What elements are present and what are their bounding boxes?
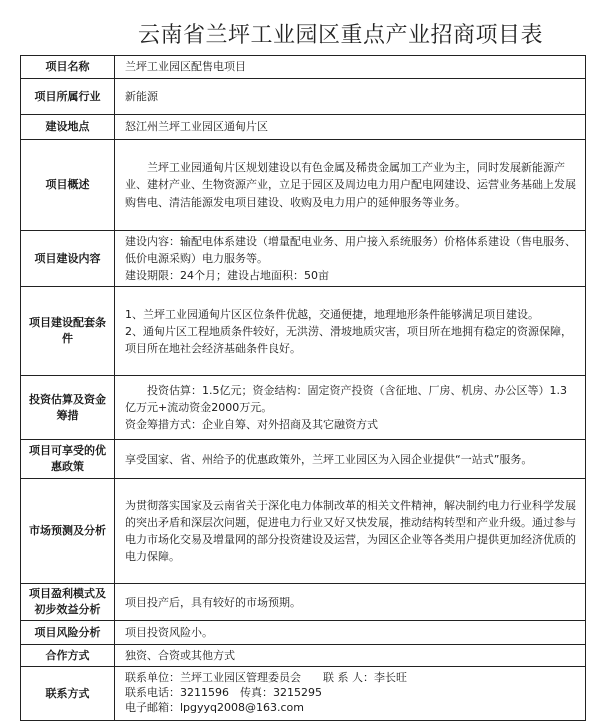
label-construction-content: 项目建设内容 [21, 231, 115, 287]
table-row [21, 645, 586, 667]
table-row [21, 56, 586, 79]
table-row [21, 231, 586, 287]
value-profit-model: 项目投产后，具有较好的市场预期。 [115, 584, 586, 621]
value-project-name: 兰坪工业园区配售电项目 [115, 56, 586, 79]
table-row [21, 140, 586, 231]
value-investment [115, 376, 586, 440]
value-construction-content [115, 231, 586, 287]
table-row [21, 115, 586, 140]
value-market-analysis: 为贯彻落实国家及云南省关于深化电力体制改革的相关文件精神，解决制约电力行业科学发展的突出矛盾和深层次问题，促进电力行业又好又快发展，推动结构转型和产业升级。通过参与电力市场化交易及增量网的部分投资建设及运营，为园区企业等各类用户提供更加经济优质的电力保障。 [115, 479, 586, 584]
value-contact [115, 667, 586, 721]
table-row [21, 584, 586, 621]
condition-item-1: 1、兰坪工业园通甸片区区位条件优越，交通便捷，地理地形条件能够满足项目建设。 [125, 307, 539, 321]
table-row [21, 667, 586, 721]
label-location: 建设地点 [21, 115, 115, 140]
table-row [21, 479, 586, 584]
label-contact: 联系方式 [21, 667, 115, 721]
label-industry: 项目所属行业 [21, 79, 115, 115]
contact-phone-line: 联系电话：3211596 传真：3215295 [125, 686, 322, 700]
value-preferential-policy: 享受国家、省、州给予的优惠政策外，兰坪工业园区为入园企业提供“一站式”服务。 [115, 440, 586, 479]
financing-method-line: 资金筹措方式：企业自筹、对外招商及其它融资方式 [125, 418, 378, 432]
label-preferential-policy: 项目可享受的优惠政策 [21, 440, 115, 479]
value-industry: 新能源 [115, 79, 586, 115]
label-supporting-conditions: 项目建设配套条件 [21, 287, 115, 376]
value-cooperation: 独资、合资或其他方式 [115, 645, 586, 667]
label-market-analysis: 市场预测及分析 [21, 479, 115, 584]
table-row [21, 440, 586, 479]
label-investment: 投资估算及资金筹措 [21, 376, 115, 440]
value-location: 怒江州兰坪工业园区通甸片区 [115, 115, 586, 140]
project-info-table [20, 55, 586, 721]
construction-content-line: 建设内容：输配电体系建设（增量配电业务、用户接入系统服务）价格体系建设（售电服务、低价电源采购）电力服务等。 [125, 235, 576, 266]
condition-item-2: 2、通甸片区工程地质条件较好，无洪涝、滑坡地质灾害，项目所在地拥有稳定的资源保障，项目所在地社会经济基础条件良好。 [125, 324, 572, 355]
label-risk-analysis: 项目风险分析 [21, 621, 115, 645]
contact-email-line: 电子邮箱：lpgyyq2008@163.com [125, 700, 305, 714]
investment-estimate-line: 投资估算：1.5亿元；资金结构：固定资产投资（含征地、厂房、机房、办公区等）1.3亿万元+流动资金2000万元。 [125, 384, 567, 415]
construction-period-line: 建设期限：24个月；建设占地面积：50亩 [125, 269, 329, 283]
label-project-name: 项目名称 [21, 56, 115, 79]
value-overview: 兰坪工业园通甸片区规划建设以有色金属及稀贵金属加工产业为主，同时发展新能源产业、建材产业、生物资源产业，立足于园区及周边电力用户配电网建设、运营业务基础上发展购售电、清洁能源发电项目建设、收购及电力用户的延伸服务等业务。 [115, 140, 586, 231]
table-row [21, 287, 586, 376]
value-supporting-conditions [115, 287, 586, 376]
label-cooperation: 合作方式 [21, 645, 115, 667]
table-row [21, 79, 586, 115]
label-profit-model: 项目盈利模式及初步效益分析 [21, 584, 115, 621]
document-title: 云南省兰坪工业园区重点产业招商项目表 [138, 23, 544, 48]
table-row [21, 376, 586, 440]
value-risk-analysis: 项目投资风险小。 [115, 621, 586, 645]
contact-unit-line: 联系单位：兰坪工业园区管理委员会 联 系 人：李长旺 [125, 671, 407, 685]
table-row [21, 621, 586, 645]
label-overview: 项目概述 [21, 140, 115, 231]
